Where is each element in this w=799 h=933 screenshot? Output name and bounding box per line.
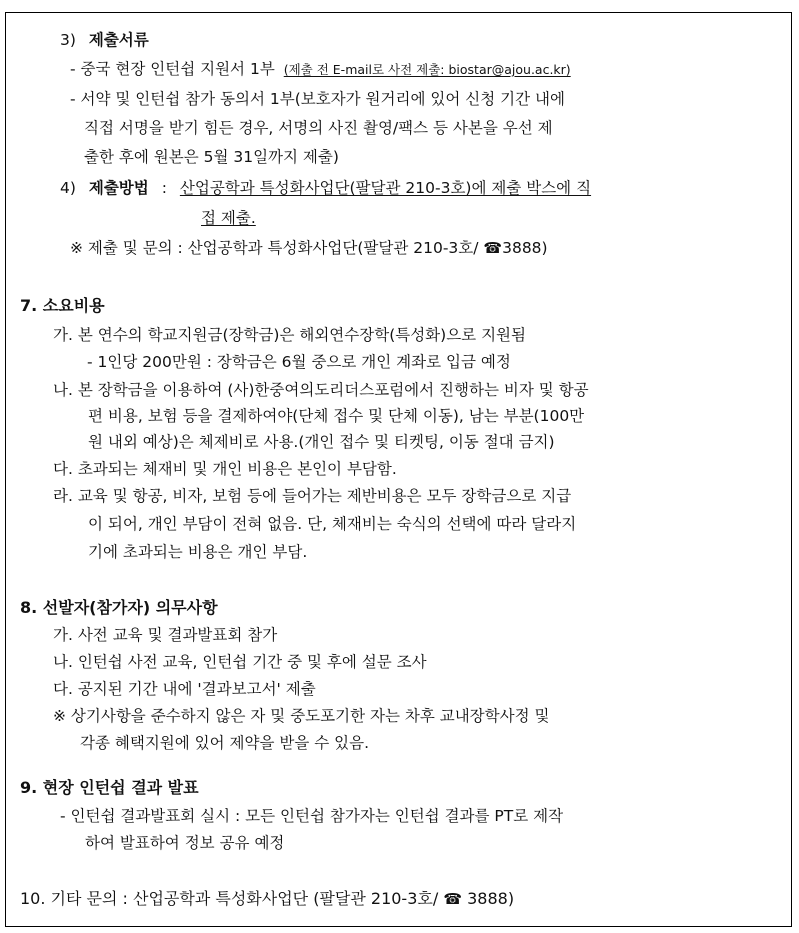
section-10-text: 10. 기타 문의 : 산업공학과 특성화사업단 (팔달관 210-3호/	[20, 889, 439, 908]
section-8-heading: 8. 선발자(참가자) 의무사항	[20, 598, 218, 617]
docs-title: 제출서류	[88, 31, 149, 49]
method-separator: :	[161, 179, 167, 197]
section-7-item-ra-line-2: 이 되어, 개인 부담이 전혀 없음. 단, 체재비는 숙식의 선택에 따라 달라지	[88, 515, 577, 533]
section-8-note-line-2: 각종 혜택지원에 있어 제약을 받을 수 있음.	[80, 734, 370, 752]
telephone-icon: ☎	[483, 239, 503, 257]
section-7-item-da: 다. 초과되는 체재비 및 개인 비용은 본인이 부담함.	[53, 460, 397, 478]
docs-item	[60, 29, 149, 51]
section-8-item-na: 나. 인턴쉽 사전 교육, 인턴쉽 기간 중 및 후에 설문 조사	[53, 653, 427, 671]
section-7-item-na-line-1: 나. 본 장학금을 이용하여 (사)한중여의도리더스포럼에서 진행하는 비자 및 항공	[53, 381, 589, 399]
section-10-phone: 3888)	[467, 889, 515, 908]
contact-note-phone: 3888)	[502, 239, 548, 257]
docs-bullet-1-text: - 중국 현장 인턴쉽 지원서 1부	[70, 60, 275, 78]
docs-bullet-2-line-3: 출한 후에 원본은 5월 31일까지 제출)	[84, 148, 339, 166]
section-9-item-line-1: - 인턴쉽 결과발표회 실시 : 모든 인턴쉽 참가자는 인턴쉽 결과를 PT로 제작	[60, 807, 564, 825]
docs-marker: 3)	[60, 31, 76, 49]
section-7-item-na-line-2: 편 비용, 보험 등을 결제하여야(단체 접수 및 단체 이동), 남는 부분(100만	[88, 407, 585, 425]
telephone-icon: ☎	[443, 890, 463, 908]
section-9-item-line-2: 하여 발표하여 정보 공유 예정	[85, 834, 285, 852]
section-7-item-ga: 가. 본 연수의 학교지원금(장학금)은 해외연수장학(특성화)으로 지원됨	[53, 326, 526, 344]
section-9-heading: 9. 현장 인턴쉽 결과 발표	[20, 778, 199, 797]
section-7-item-ra-line-3: 기에 초과되는 비용은 개인 부담.	[88, 543, 308, 561]
section-8-item-ga: 가. 사전 교육 및 결과발표회 참가	[53, 626, 278, 644]
contact-note-text: ※ 제출 및 문의 : 산업공학과 특성화사업단(팔달관 210-3호/	[70, 239, 479, 257]
section-8-item-da: 다. 공지된 기간 내에 '결과보고서' 제출	[53, 680, 316, 698]
section-7-item-ga-detail: - 1인당 200만원 : 장학금은 6월 중으로 개인 계좌로 입금 예정	[87, 353, 511, 371]
section-7-item-na-line-3: 원 내외 예상)은 체제비로 사용.(개인 접수 및 티켓팅, 이동 절대 금지)	[88, 433, 555, 451]
docs-email-note: (제출 전 E-mail로 사전 제출: biostar@ajou.ac.kr)	[283, 62, 571, 77]
method-item	[60, 177, 591, 199]
method-marker: 4)	[60, 179, 76, 197]
section-7-item-ra-line-1: 라. 교육 및 항공, 비자, 보험 등에 들어가는 제반비용은 모두 장학금으로 지급	[53, 487, 572, 505]
section-7-heading: 7. 소요비용	[20, 296, 105, 315]
contact-note	[70, 237, 548, 259]
method-line-2: 접 제출.	[201, 209, 256, 227]
docs-bullet-2-line-2: 직접 서명을 받기 힘든 경우, 서명의 사진 촬영/팩스 등 사본을 우선 제	[84, 119, 553, 137]
section-10-line	[20, 888, 514, 910]
section-8-note-line-1: ※ 상기사항을 준수하지 않은 자 및 중도포기한 자는 차후 교내장학사정 및	[53, 707, 550, 725]
docs-bullet-2-line-1: - 서약 및 인턴쉽 참가 동의서 1부(보호자가 원거리에 있어 신청 기간 내에	[70, 90, 565, 108]
docs-bullet-1	[70, 58, 571, 81]
method-line-1: 산업공학과 특성화사업단(팔달관 210-3호)에 제출 박스에 직	[179, 179, 592, 197]
method-title: 제출방법	[88, 179, 149, 197]
